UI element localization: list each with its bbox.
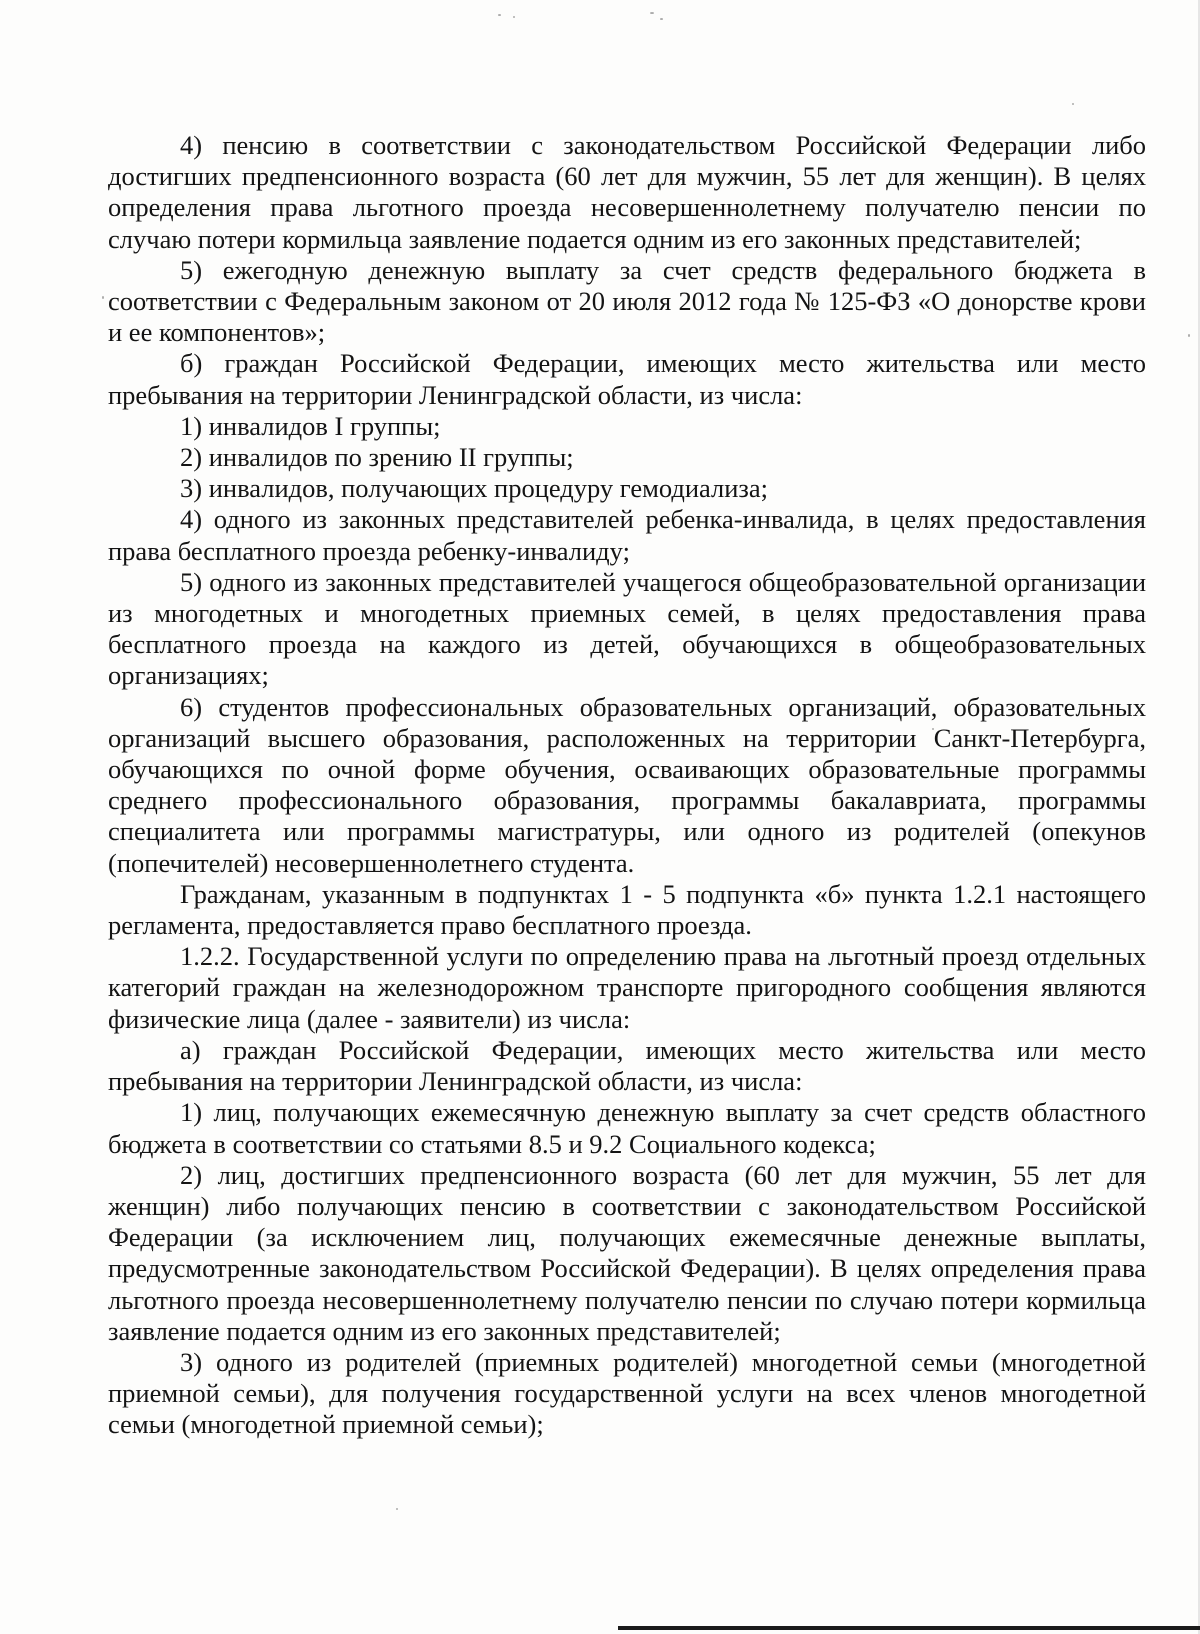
paragraph: 5) одного из законных представителей учащегося общеобразовательной организации из многодетных и многодетных приемных семей, в целях предоставления права бесплатного проезда на каждого из детей, обучающихся в общеобразовательных организациях; [108,566,1146,691]
scan-artifact [513,16,515,18]
paragraph: 4) пенсию в соответствии с законодательством Российской Федерации либо достигших предпенсионного возраста (60 лет для мужчин, 55 лет для женщин). В целях определения права льготного проезда несовершеннолетнему получателю пенсии по случаю потери кормильца заявление подается одним из его законных представителей; [108,130,1146,254]
scan-artifact [660,18,663,20]
scan-artifact [650,12,654,14]
paragraph: 6) студентов профессиональных образовательных организаций, образовательных организаций высшего образования, расположенных на территории Санкт-Петербурга, обучающихся по очной форме обучения, осваивающих образовательные программы среднего профессионального образования, программы бакалавриата, программы специалитета или программы магистратуры, или одного из родителей (опекунов (попечителей) несовершеннолетнего студента. [108,691,1146,878]
paragraph: б) граждан Российской Федерации, имеющих место жительства или место пребывания на территории Ленинградской области, из числа: [108,348,1146,410]
scan-artifact [102,296,104,299]
paragraph: 5) ежегодную денежную выплату за счет средств федерального бюджета в соответствии с Федеральным законом от 20 июля 2012 года № 125-ФЗ «О донорстве крови и ее компонентов»; [108,254,1146,348]
paragraph: 4) одного из законных представителей ребенка-инвалида, в целях предоставления права бесплатного проезда ребенку-инвалиду; [108,504,1146,566]
paragraph: 1) лиц, получающих ежемесячную денежную выплату за счет средств областного бюджета в соответствии со статьями 8.5 и 9.2 Социального кодекса; [108,1097,1146,1159]
scan-artifact [1188,334,1190,337]
paragraph: 2) лиц, достигших предпенсионного возраста (60 лет для мужчин, 55 лет для женщин) либо получающих пенсию в соответствии с законодательством Российской Федерации (за исключением лиц, получающих ежемесячные денежные выплаты, предусмотренные законодательством Российской Федерации). В целях определения права льготного проезда несовершеннолетнему получателю пенсии по случаю потери кормильца заявление подается одним из его законных представителей; [108,1159,1146,1346]
paragraph: 1) инвалидов I группы; [180,410,441,441]
paragraph: 1.2.2. Государственной услуги по определению права на льготный проезд отдельных категорий граждан на железнодорожном транспорте пригородного сообщения являются физические лица (далее - заявители) из числа: [108,941,1146,1034]
paragraph: 3) инвалидов, получающих процедуру гемодиализа; [180,473,769,504]
scan-artifact [396,1508,398,1510]
paragraph: а) граждан Российской Федерации, имеющих место жительства или место пребывания на территории Ленинградской области, из числа: [108,1034,1146,1097]
paragraph: Гражданам, указанным в подпунктах 1 - 5 подпункта «б» пункта 1.2.1 настоящего регламента, предоставляется право бесплатного проезда. [108,878,1146,941]
paragraph: 3) одного из родителей (приемных родителей) многодетной семьи (многодетной приемной семьи), для получения государственной услуги на всех членов многодетной семьи (многодетной приемной семьи); [108,1346,1146,1440]
scan-artifact [1072,103,1074,105]
scan-artifact [498,14,501,16]
document-body [108,130,1146,1441]
scan-bottom-edge [618,1626,1200,1630]
paragraph: 2) инвалидов по зрению II группы; [180,442,574,473]
